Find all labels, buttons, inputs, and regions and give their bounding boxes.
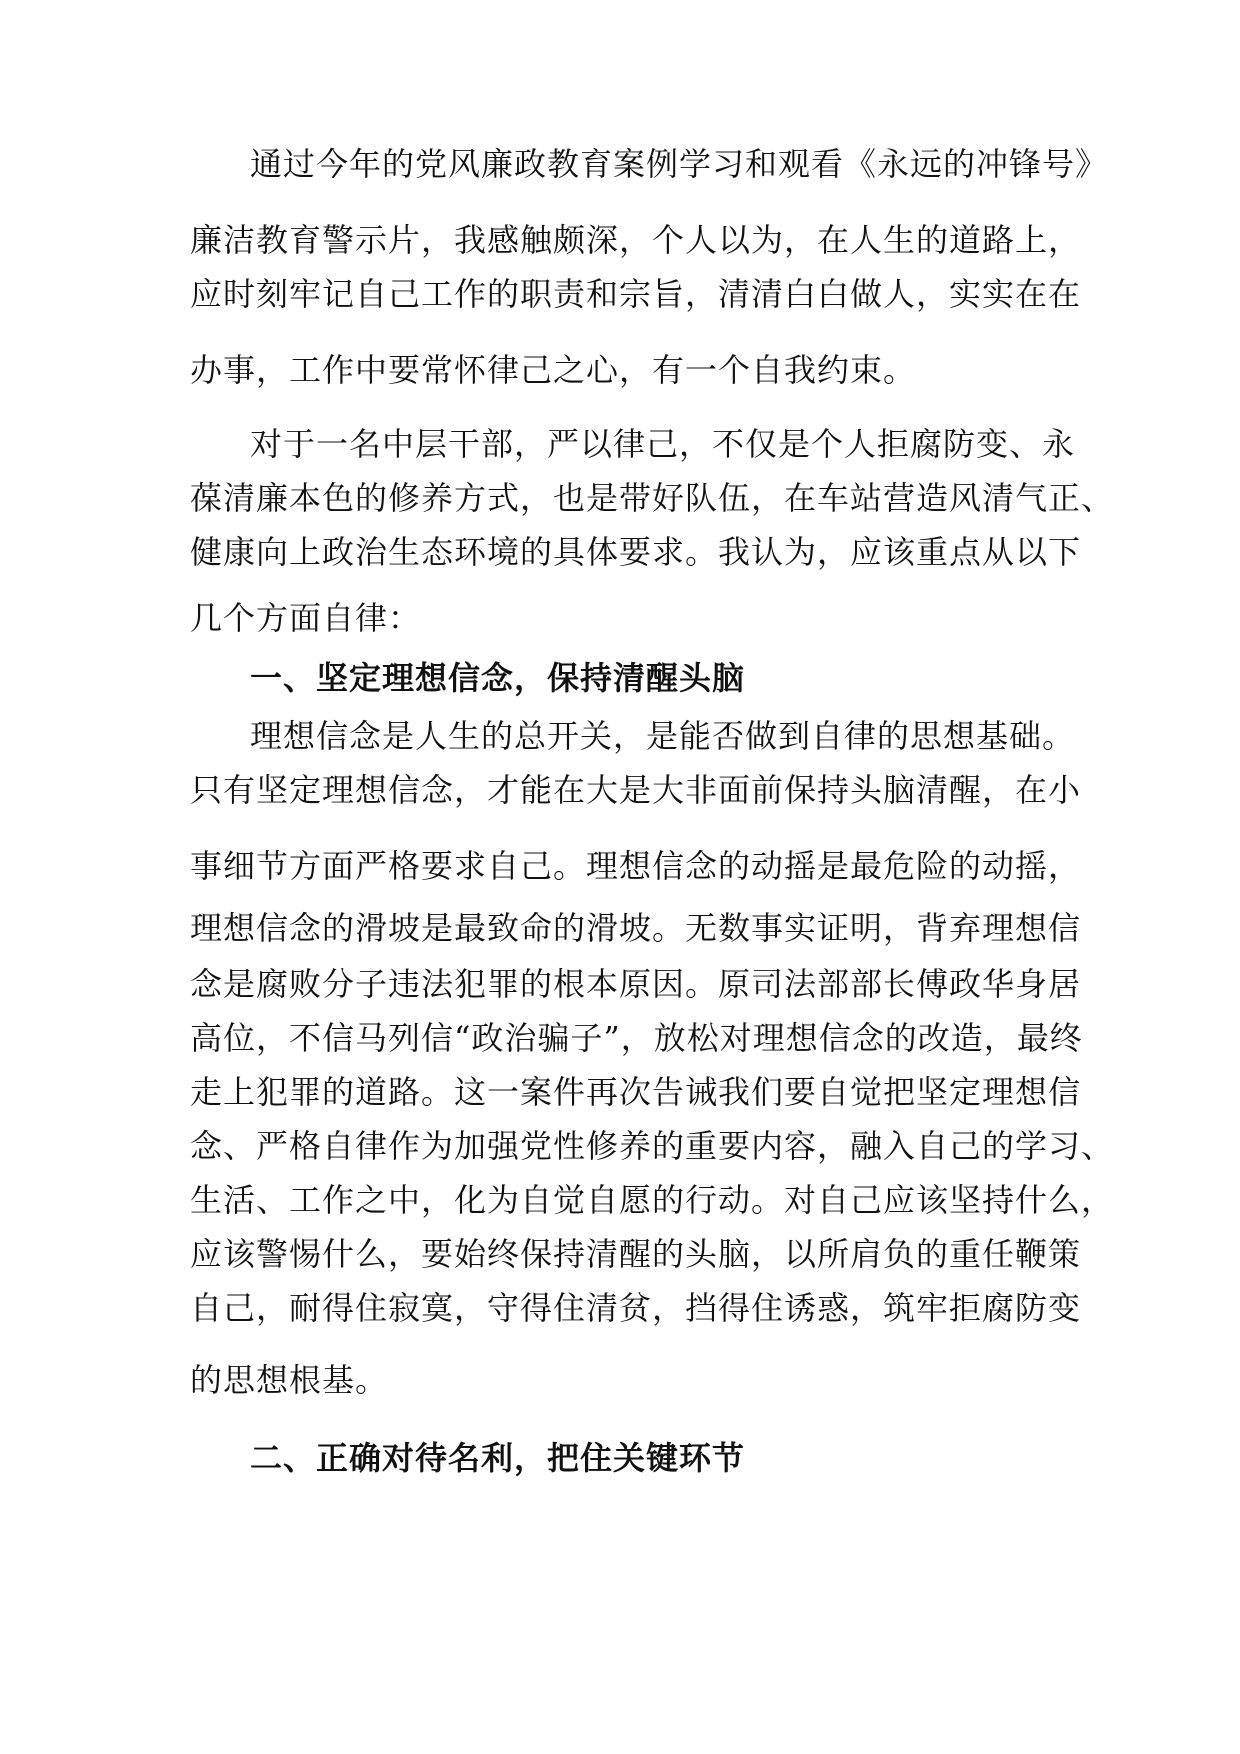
paragraph-line: 通过今年的党风廉政教育案例学习和观看《永远的冲锋号》 <box>250 145 1109 183</box>
section-heading: 一、坚定理想信念，保持清醒头脑 <box>250 659 746 697</box>
paragraph-line: 高位，不信马列信“政治骗子”，放松对理想信念的改造，最终 <box>190 1019 1083 1057</box>
paragraph-line: 几个方面自律： <box>190 599 422 637</box>
paragraph-line: 应时刻牢记自己工作的职责和宗旨，清清白白做人，实实在在 <box>190 275 1082 313</box>
paragraph-line: 只有坚定理想信念，才能在大是大非面前保持头脑清醒，在小 <box>190 771 1082 809</box>
paragraph-line: 对于一名中层干部，严以律己，不仅是个人拒腐防变、永 <box>250 425 1076 463</box>
paragraph-line: 理想信念的滑坡是最致命的滑坡。无数事实证明，背弃理想信 <box>190 909 1082 947</box>
paragraph-line: 念是腐败分子违法犯罪的根本原因。原司法部部长傅政华身居 <box>190 965 1082 1003</box>
paragraph-line: 的思想根基。 <box>190 1361 389 1399</box>
paragraph-line: 事细节方面严格要求自己。理想信念的动摇是最危险的动摇， <box>190 847 1082 885</box>
paragraph-line: 理想信念是人生的总开关，是能否做到自律的思想基础。 <box>250 717 1076 755</box>
section-heading: 二、正确对待名利，把住关键环节 <box>250 1439 746 1477</box>
paragraph-line: 廉洁教育警示片，我感触颇深，个人以为，在人生的道路上， <box>190 221 1082 259</box>
paragraph-line: 自己，耐得住寂寞，守得住清贫，挡得住诱惑，筑牢拒腐防变 <box>190 1289 1082 1327</box>
paragraph-line: 生活、工作之中，化为自觉自愿的行动。对自己应该坚持什么， <box>190 1181 1115 1219</box>
paragraph-line: 葆清廉本色的修养方式，也是带好队伍，在车站营造风清气正、 <box>190 479 1115 517</box>
paragraph-line: 念、严格自律作为加强党性修养的重要内容，融入自己的学习、 <box>190 1127 1115 1165</box>
paragraph-line: 健康向上政治生态环境的具体要求。我认为，应该重点从以下 <box>190 533 1082 571</box>
paragraph-line: 走上犯罪的道路。这一案件再次告诫我们要自觉把坚定理想信 <box>190 1073 1082 1111</box>
paragraph-line: 应该警惕什么，要始终保持清醒的头脑，以所肩负的重任鞭策 <box>190 1235 1082 1273</box>
paragraph-line: 办事，工作中要常怀律己之心，有一个自我约束。 <box>190 351 917 389</box>
